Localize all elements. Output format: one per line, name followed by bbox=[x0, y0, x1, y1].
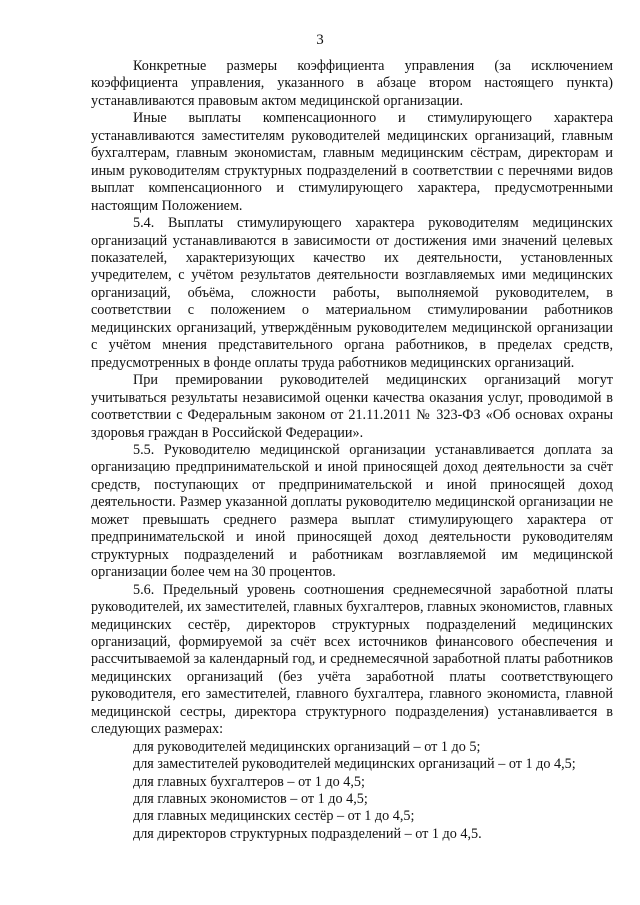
paragraph-other-payments: Иные выплаты компенсационного и стимулирующего характера устанавливаются заместителям руководителей медицинских организаций, главным бухгалтерам, главным экономистам, главным медицинским сёстрам, директорам и иным руководителям структурных подразделений в соответствии с перечнями видов выплат компенсационного и стимулирующего характера, предусмотренными настоящим Положением. bbox=[91, 110, 613, 214]
document-body bbox=[91, 58, 613, 843]
paragraph-management-coefficient: Конкретные размеры коэффициента управления (за исключением коэффициента управления, указанного в абзаце втором настоящего пункта) устанавливаются правовым актом медицинской организации. bbox=[91, 58, 613, 109]
list-item: для главных бухгалтеров – от 1 до 4,5; bbox=[133, 773, 365, 790]
paragraph-5-5-business-activity-bonus: 5.5. Руководителю медицинской организации устанавливается доплата за организацию предпринимательской и иной приносящей доход деятельности за счёт средств, поступающих от предпринимательской и иной приносящей доход деятельности. Размер указанной доплаты руководителю медицинской организации не может превышать среднего размера выплат стимулирующего характера от предпринимательской и иной приносящей доход деятельности руководителям структурных подразделений и работникам возглавляемой им медицинской организации более чем на 30 процентов. bbox=[91, 441, 613, 581]
list-item: для главных экономистов – от 1 до 4,5; bbox=[133, 791, 368, 808]
list-item: для заместителей руководителей медицинских организаций – от 1 до 4,5; bbox=[133, 756, 576, 773]
paragraph-5-4-incentive-payments: 5.4. Выплаты стимулирующего характера руководителям медицинских организаций устанавливаются в зависимости от достижения ими значений целевых показателей, характеризующих качество их деятельности, установленных учредителем, с учётом результатов деятельности возглавляемых ими медицинских организаций, объёма, сложности работы, выполняемой руководителем, в соответствии с положением о материальном стимулировании работников медицинских организаций, утверждённым руководителем медицинской организации с учётом мнения представительного органа работников, в пределах средств, предусмотренных в фонде оплаты труда работников медицинских организаций. bbox=[91, 215, 613, 371]
page-number: 3 bbox=[316, 32, 324, 48]
paragraph-5-6-salary-ratio: 5.6. Предельный уровень соотношения среднемесячной заработной платы руководителей, их заместителей, главных бухгалтеров, главных экономистов, главных медицинских сестёр, директоров структурных подразделений медицинских организаций, формируемой за счёт всех источников финансового обеспечения и рассчитываемой за календарный год, и среднемесячной заработной платы работников медицинских организаций (без учёта заработной платы соответствующего руководителя, его заместителей, главного бухгалтера, главного экономиста, главной медицинской сестры, директора структурного подразделения) устанавливается в следующих размерах: bbox=[91, 581, 613, 738]
list-item: для главных медицинских сестёр – от 1 до 4,5; bbox=[133, 808, 415, 825]
salary-ratio-list bbox=[91, 739, 613, 844]
paragraph-bonus-evaluation: При премировании руководителей медицинских организаций могут учитываться результаты независимой оценки качества оказания услуг, проводимой в соответствии с Федеральным законом от 21.11.2011 № 323-ФЗ «Об основах охраны здоровья граждан в Российской Федерации». bbox=[91, 372, 613, 441]
list-item: для директоров структурных подразделений – от 1 до 4,5. bbox=[133, 825, 482, 842]
list-item: для руководителей медицинских организаций – от 1 до 5; bbox=[133, 738, 481, 755]
